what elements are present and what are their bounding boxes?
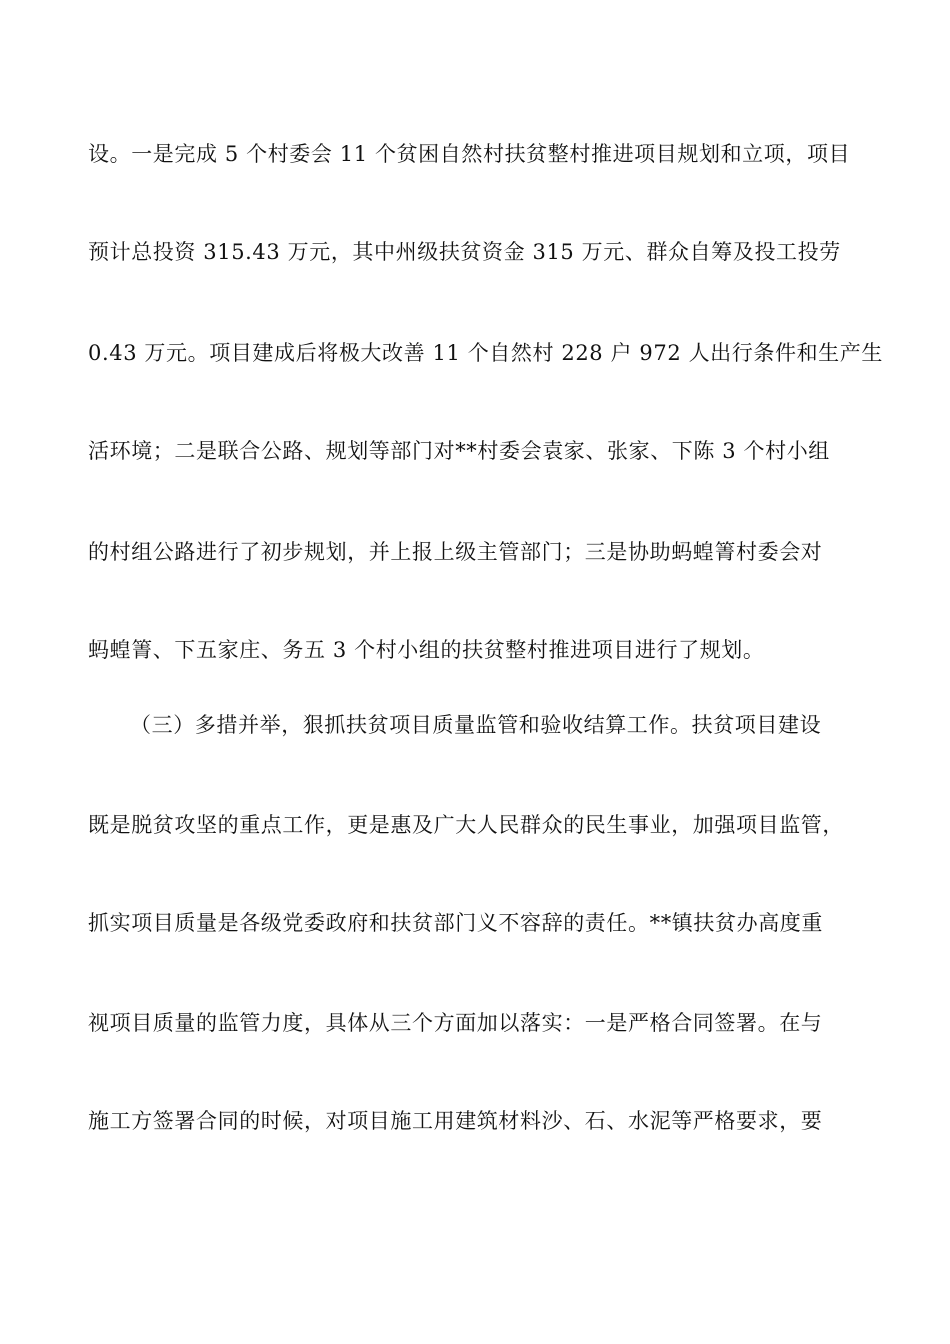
section-heading-line: （三）多措并举，狠抓扶贫项目质量监管和验收结算工作。扶贫项目建设 [130,713,822,737]
paragraph-line-8: 既是脱贫攻坚的重点工作，更是惠及广大人民群众的民生事业，加强项目监管， [88,813,844,837]
paragraph-line-1: 设。一是完成 5 个村委会 11 个贫困自然村扶贫整村推进项目规划和立项，项目 [88,142,851,166]
paragraph-line-2: 预计总投资 315.43 万元，其中州级扶贫资金 315 万元、群众自筹及投工投劳 [88,240,841,264]
paragraph-line-6: 蚂蝗箐、下五家庄、务五 3 个村小组的扶贫整村推进项目进行了规划。 [88,638,765,662]
paragraph-line-9: 抓实项目质量是各级党委政府和扶贫部门义不容辞的责任。**镇扶贫办高度重 [88,911,823,935]
paragraph-line-3: 0.43 万元。项目建成后将极大改善 11 个自然村 228 户 972 人出行条件和生产生 [88,341,883,365]
paragraph-line-4: 活环境；二是联合公路、规划等部门对**村委会袁家、张家、下陈 3 个村小组 [88,439,830,463]
paragraph-line-11: 施工方签署合同的时候，对项目施工用建筑材料沙、石、水泥等严格要求，要 [88,1109,823,1133]
paragraph-line-5: 的村组公路进行了初步规划，并上报上级主管部门；三是协助蚂蝗箐村委会对 [88,540,823,564]
paragraph-line-10: 视项目质量的监管力度，具体从三个方面加以落实：一是严格合同签署。在与 [88,1011,823,1035]
